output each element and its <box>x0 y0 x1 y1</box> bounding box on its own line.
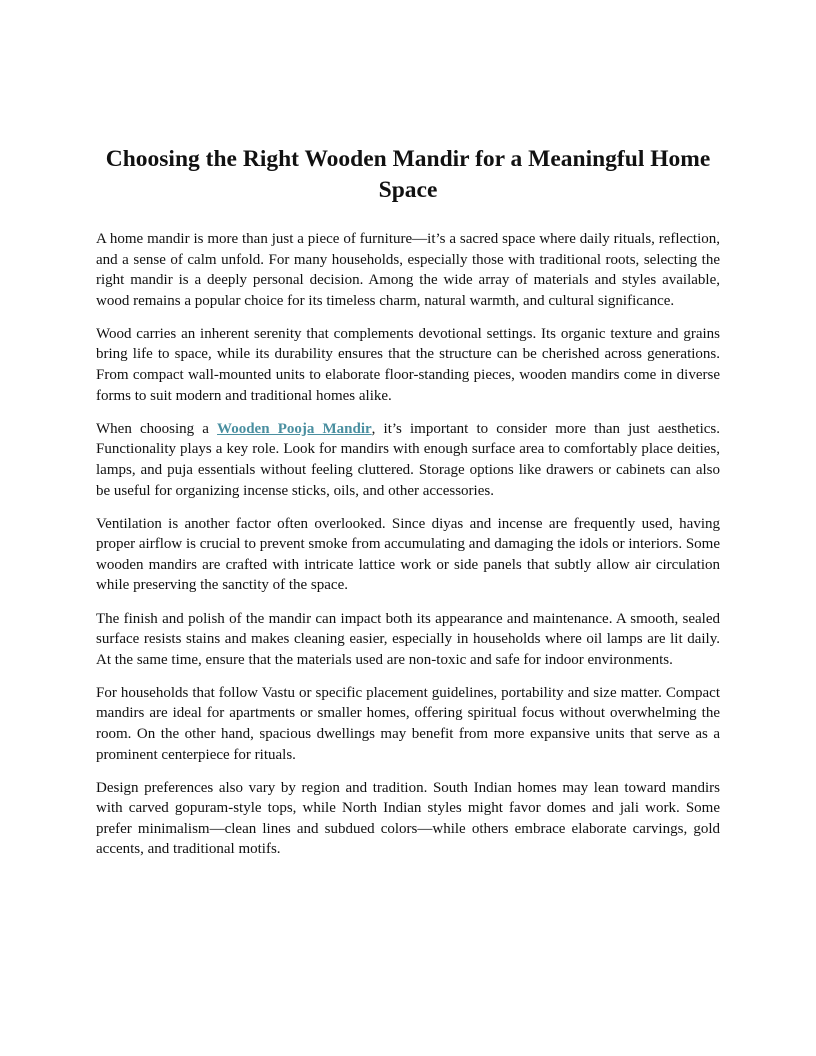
paragraph-choosing <box>96 419 720 501</box>
paragraph-design: Design preferences also vary by region and tradition. South Indian homes may lean toward mandirs with carved gopuram-style tops, while North Indian styles might favor domes and jali work. Some prefer minimalism—clean lines and subdued colors—while others embrace elaborate carvings, gold accents, and traditional motifs. <box>96 779 720 858</box>
paragraph-finish: The finish and polish of the mandir can impact both its appearance and maintenance. A smooth, sealed surface resists stains and makes cleaning easier, especially in households where oil lamps are lit daily. At the same time, ensure that the materials used are non-toxic and safe for indoor environments. <box>96 610 720 668</box>
paragraph-choosing-lead: When choosing a <box>96 420 218 437</box>
paragraph-ventilation: Ventilation is another factor often overlooked. Since diyas and incense are frequently used, having proper airflow is crucial to prevent smoke from accumulating and damaging the idols or interiors. Some wooden mandirs are crafted with intricate lattice work or side panels that subtly allow air circulation while preserving the sanctity of the space. <box>96 515 720 594</box>
document-page <box>96 144 720 873</box>
paragraph-intro: A home mandir is more than just a piece of furniture—it’s a sacred space where daily rituals, reflection, and a sense of calm unfold. For many households, especially those with traditional roots, selecting the right mandir is a deeply personal decision. Among the wide array of materials and styles available, wood remains a popular choice for its timeless charm, natural warmth, and cultural significance. <box>96 231 720 309</box>
wooden-pooja-mandir-link[interactable]: Wooden Pooja Mandir <box>217 420 372 437</box>
document-title: Choosing the Right Wooden Mandir for a Meaningful Home Space <box>105 146 711 203</box>
paragraph-choosing-rest: , it’s important to consider more than just aesthetics. Functionality plays a key role. Look for mandirs with enough surface area to comfortably place deities, lamps, and puja essentials without feeling cluttered. Storage options like drawers or cabinets can also be useful for organizing incense sticks, oils, and other accessories. <box>96 420 720 499</box>
paragraph-vastu: For households that follow Vastu or specific placement guidelines, portability and size matter. Compact mandirs are ideal for apartments or smaller homes, offering spiritual focus without overwhelming the room. On the other hand, spacious dwellings may benefit from more expansive units that serve as a prominent centerpiece for rituals. <box>96 684 720 763</box>
paragraph-wood-serenity: Wood carries an inherent serenity that complements devotional settings. Its organic texture and grains bring life to space, while its durability ensures that the structure can be cherished across generations. From compact wall-mounted units to elaborate floor-standing pieces, wooden mandirs come in diverse forms to suit modern and traditional homes alike. <box>96 325 720 404</box>
